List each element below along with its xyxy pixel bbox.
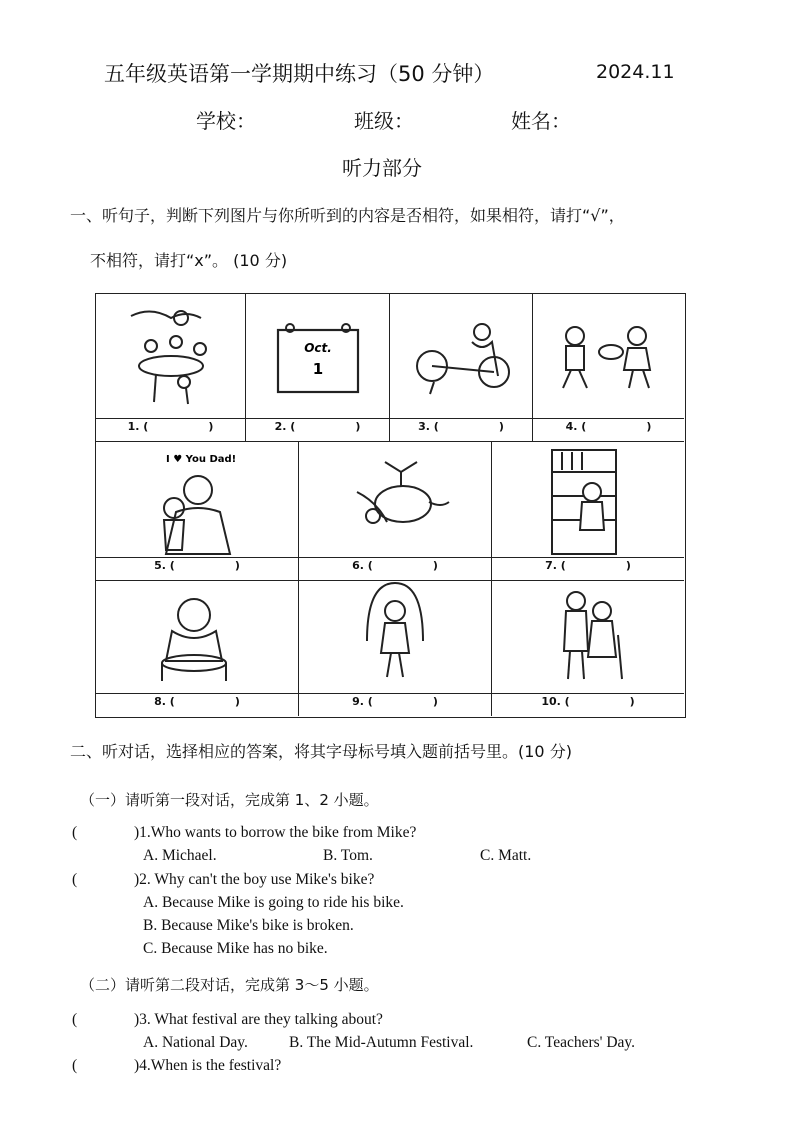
q1-open-paren: (: [72, 824, 78, 841]
item-7-label: 7. (: [545, 559, 566, 572]
man-washing-face-icon: [96, 581, 299, 694]
q2-option-b: B. Because Mike's bike is broken.: [143, 917, 354, 934]
item-9-label: 9. (: [352, 695, 373, 708]
item-6-label: 6. (: [352, 559, 373, 572]
picture-cell-6: [299, 442, 492, 581]
item-4-close: ): [646, 420, 652, 433]
item-8-close: ): [234, 695, 240, 708]
dad-caption: I ♥ You Dad!: [166, 454, 237, 465]
item-4-label: 4. (: [565, 420, 587, 433]
q2-open-paren: (: [72, 871, 78, 888]
q2-text: )2. Why can't the boy use Mike's bike?: [134, 871, 375, 888]
q4-text: )4.When is the festival?: [134, 1057, 282, 1074]
q1-option-c: C. Matt.: [480, 847, 532, 864]
item-3-label: 3. (: [418, 420, 439, 433]
item-8-label: 8. (: [154, 695, 175, 708]
q2-option-a: A. Because Mike is going to ride his bike.: [143, 894, 404, 911]
q3-option-b: B. The Mid-Autumn Festival.: [289, 1034, 474, 1051]
q3-option-c: C. Teachers' Day.: [527, 1034, 636, 1051]
exam-date: 2024.11: [596, 61, 675, 83]
listening-heading: 听力部分: [342, 156, 422, 180]
item-5-close: ): [234, 559, 240, 572]
item-10-label: 10. (: [541, 695, 570, 708]
q1-option-a: A. Michael.: [143, 847, 217, 864]
q3-open-paren: (: [72, 1011, 78, 1028]
children-cap-icon: [533, 294, 684, 420]
picture-cell-4: [533, 294, 684, 442]
girl-helping-grandma-icon: [492, 581, 684, 694]
picture-grid: [95, 293, 686, 718]
item-1-close: ): [208, 420, 214, 433]
skipping-rope-icon: [299, 581, 492, 694]
name-label: 姓名：: [511, 109, 571, 133]
picture-cell-8: [96, 581, 299, 716]
candy-bag-icon: [299, 442, 492, 559]
exam-title: 五年级英语第一学期期中练习（50 分钟）: [104, 62, 495, 86]
item-2-label: 2. (: [274, 420, 296, 433]
item-9-close: ): [432, 695, 438, 708]
calendar-day: 1: [312, 360, 324, 378]
class-label: 班级：: [354, 109, 414, 133]
bicycle-icon: [390, 294, 533, 420]
picture-cell-10: [492, 581, 684, 716]
item-6-close: ): [432, 559, 438, 572]
school-label: 学校：: [196, 109, 256, 133]
item-5-label: 5. (: [154, 559, 175, 572]
q1-text: )1.Who wants to borrow the bike from Mike?: [134, 824, 417, 841]
q4-open-paren: (: [72, 1057, 78, 1074]
item-2-close: ): [355, 420, 361, 433]
bookshelf-icon: [492, 442, 684, 559]
picture-cell-1: [96, 294, 246, 442]
q3-text: )3. What festival are they talking about?: [134, 1011, 383, 1028]
part1-instruction-1: 一、听句子，判断下列图片与你所听到的内容是否相符，如果相符，请打“√”，: [70, 206, 625, 225]
part2-instruction: 二、听对话，选择相应的答案，将其字母标号填入题前括号里。(10 分): [70, 742, 572, 761]
calendar-icon: [246, 294, 390, 420]
dialog2-heading: （二）请听第二段对话，完成第 3～5 小题。: [80, 976, 379, 994]
dialog1-heading: （一）请听第一段对话，完成第 1、2 小题。: [80, 791, 379, 809]
item-7-close: ): [625, 559, 631, 572]
picture-cell-3: [390, 294, 533, 442]
item-3-close: ): [498, 420, 504, 433]
q2-option-c: C. Because Mike has no bike.: [143, 940, 328, 957]
item-1-label: 1. (: [127, 420, 149, 433]
item-10-close: ): [629, 695, 635, 708]
picture-cell-5: [96, 442, 299, 581]
q3-option-a: A. National Day.: [143, 1034, 248, 1051]
q1-option-b: B. Tom.: [323, 847, 373, 864]
girl-kissing-dad-icon: [96, 442, 299, 559]
picture-cell-2: [246, 294, 390, 442]
family-eating-mooncakes-icon: [96, 294, 246, 420]
calendar-month: Oct.: [304, 341, 332, 355]
picture-cell-9: [299, 581, 492, 716]
picture-cell-7: [492, 442, 684, 581]
part1-instruction-2: 不相符，请打“x”。 (10 分): [90, 251, 288, 270]
